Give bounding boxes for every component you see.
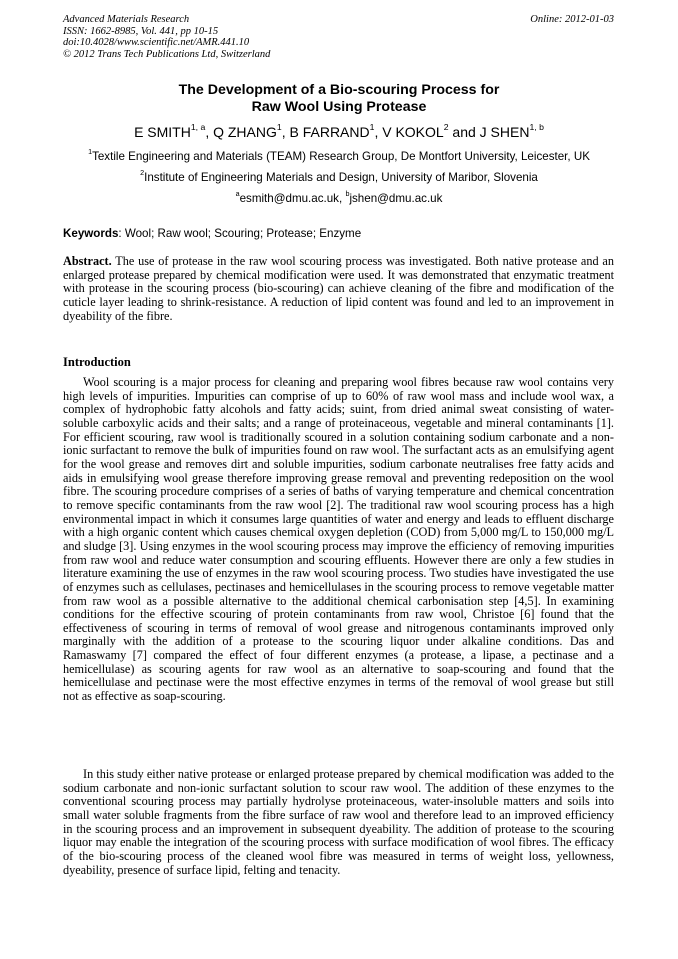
- affiliation-mark: 2: [140, 168, 145, 178]
- author-name: E SMITH: [134, 124, 191, 140]
- keywords-text: : Wool; Raw wool; Scouring; Protease; Enzyme: [118, 227, 362, 240]
- author-name: Q ZHANG: [213, 124, 277, 140]
- author-affiliation-mark: 1, b: [529, 122, 544, 133]
- abstract-label: Abstract.: [63, 254, 112, 268]
- author-affiliation-mark: 2: [443, 122, 449, 133]
- affiliation-1: [0, 147, 678, 164]
- introduction-paragraph-2: In this study either native protease or enlarged protease prepared by chemical modification was added to the sodium carbonate and non-ionic surfactant solution to scour raw wool. The addition of these enzymes to the conventional scouring process may partially hydrolyse proteinaceous, water-insoluble matters and soils into small water soluble fragments from the fibre surface of raw wool and therefore lead to an improved efficiency in the scouring process and an improvement in subsequent dyeability. The addition of protease to the scouring liquor may enable the integration of the scouring process with surface modification of wool fibres. The efficacy of the bio-scouring process of the cleaned wool fibre was measured in terms of weight loss, yellowness, dyeability, presence of surface lipid, felting and tenacity.: [63, 767, 614, 877]
- online-date: Online: 2012-01-03: [530, 14, 614, 25]
- author-list: [0, 123, 678, 141]
- introduction-paragraph-1: Wool scouring is a major process for cleaning and preparing wool fibres because raw wool contains very high levels of impurities. Impurities can comprise of up to 60% of raw wool mass and include wool wax, a complex of hydrophobic fatty alcohols and fatty acids; suint, from dried animal sweat consisting of water-soluble carboxylic acids and their salts; and a range of proteinaceous, vegetable and mineral contaminants [1]. For efficient scouring, raw wool is traditionally scoured in a solution containing sodium carbonate and a non-ionic surfactant to remove the bulk of impurities found on raw wool. The surfactant acts as an emulsifying agent for the wool grease and removes dirt and soluble impurities, sodium carbonate neutralises free fatty acids and aids in emulsifying wool grease therefore improving grease removal and preventing redeposition on the wool fibre. The scouring procedure comprises of a series of baths of varying temperature and chemical concentration to remove specific contaminants from the raw wool [2]. The traditional raw wool scouring process has a high environmental impact in which it consumes large quantities of water and energy and leads to effluent discharge with a high organic content which causes chemical oxygen depletion (COD) from 5,000 mg/L to 150,000 mg/L and sludge [3]. Using enzymes in the wool scouring process may improve the efficiency of removing impurities from raw wool and reduce water consumption and scouring effluents. However there are only a few studies in literature examining the use of enzymes in the raw wool scouring process. Two studies have investigated the use of enzymes such as cellulases, pectinases and hemicellulases in the scouring process to remove vegetable matter from raw wool as a possible alternative to the additional chemical carbonisation step [4,5]. In examining conditions for the effective scouring of protein contaminants from raw wool, Christoe [6] found that the effectiveness of scouring in terms of removal of wool grease and nitrogenous contaminants improved only marginally with the addition of a protease to the scouring liquor under alkaline conditions. Das and Ramaswamy [7] compared the effect of four different enzymes (a protease, a lipase, a pectinase and a hemicellulase) as scouring agents for raw wool as an alternative to soap-scouring and found that the hemicellulase and pectinase were the most effective enzymes in terms of the removal of wool grease but still not as effective as soap-scouring.: [63, 375, 614, 704]
- author-name: J SHEN: [479, 124, 530, 140]
- email-mark: a: [235, 189, 240, 199]
- author-separator: ,: [205, 124, 214, 140]
- section-heading-introduction: Introduction: [63, 355, 131, 369]
- author-emails: [0, 189, 678, 206]
- author-name: B FARRAND: [289, 124, 370, 140]
- email-mark: b: [345, 189, 350, 199]
- journal-issn: ISSN: 1662-8985, Vol. 441, pp 10-15: [63, 25, 219, 37]
- journal-doi: doi:10.4028/www.scientific.net/AMR.441.10: [63, 37, 250, 49]
- affiliation-text: Textile Engineering and Materials (TEAM) Research Group, De Montfort University, Leicester, UK: [92, 150, 590, 163]
- paper-title-line-2: Raw Wool Using Protease: [251, 99, 427, 115]
- author-affiliation-mark: 1, a: [190, 122, 206, 133]
- affiliation-text: Institute of Engineering Materials and Design, University of Maribor, Slovenia: [144, 171, 538, 184]
- keywords: [63, 227, 361, 241]
- keywords-label: Keywords: [63, 227, 119, 240]
- abstract-text: The use of protease in the raw wool scouring process was investigated. Both native protease and an enlarged protease prepared by chemical modification were used. It was demonstrated that enzymatic treatment with protease in the scouring process (bio-scouring) can achieve cleaning of the fibre and modification of the cuticle layer leading to shrink-resistance. A reduction of lipid content was found and led to an improvement in dyeability of the fibre.: [63, 254, 614, 323]
- author-separator: ,: [374, 124, 383, 140]
- author-affiliation-mark: 1: [276, 122, 282, 133]
- author-separator: ,: [281, 124, 290, 140]
- affiliation-mark: 1: [88, 147, 93, 157]
- email-link[interactable]: jshen@dmu.ac.uk: [349, 192, 443, 205]
- email-link[interactable]: esmith@dmu.ac.uk,: [239, 192, 346, 205]
- paper-title-line-1: The Development of a Bio-scouring Process for: [178, 82, 500, 98]
- journal-copyright: © 2012 Trans Tech Publications Ltd, Switzerland: [63, 48, 271, 60]
- author-affiliation-mark: 1: [369, 122, 375, 133]
- author-separator: and: [448, 124, 480, 140]
- journal-name: Advanced Materials Research: [63, 14, 190, 25]
- abstract: [63, 255, 614, 323]
- journal-header: [63, 14, 270, 60]
- author-name: V KOKOL: [382, 124, 444, 140]
- affiliation-2: [0, 168, 678, 185]
